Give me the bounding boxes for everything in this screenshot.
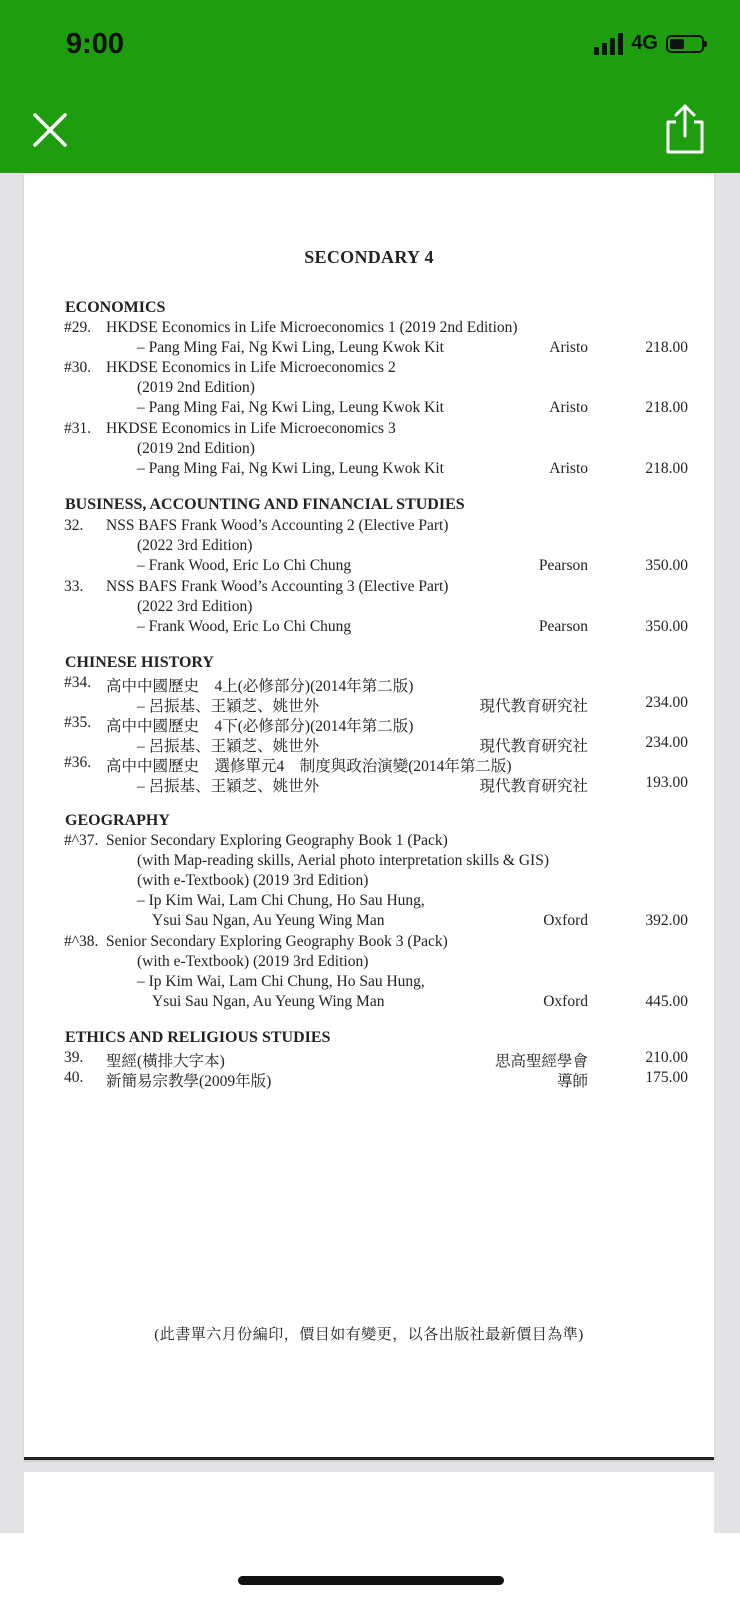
item-publisher: 現代教育研究社 bbox=[479, 778, 588, 795]
share-icon bbox=[662, 102, 708, 156]
item-title: 高中中國歷史 4上(必修部分)(2014年第二版) bbox=[106, 678, 414, 695]
section-heading-economics: ECONOMICS bbox=[65, 299, 166, 316]
item-author: – Ip Kim Wai, Lam Chi Chung, Ho Sau Hung, bbox=[137, 892, 425, 909]
item-publisher: 現代教育研究社 bbox=[479, 698, 588, 715]
item-publisher: Pearson bbox=[538, 618, 588, 635]
item-price: 234.00 bbox=[645, 694, 688, 711]
item-title: 高中中國歷史 4下(必修部分)(2014年第二版) bbox=[106, 718, 414, 735]
document-viewer[interactable] bbox=[0, 173, 740, 1533]
item-price: 350.00 bbox=[645, 557, 688, 574]
close-icon bbox=[28, 108, 72, 152]
item-publisher: Aristo bbox=[549, 339, 588, 356]
item-author-cont: Ysui Sau Ngan, Au Yeung Wing Man bbox=[152, 993, 385, 1010]
item-number: #29. bbox=[64, 319, 92, 336]
item-publisher: 思高聖經學會 bbox=[494, 1053, 588, 1070]
item-author: – Frank Wood, Eric Lo Chi Chung bbox=[137, 618, 352, 635]
item-number: #^38. bbox=[64, 933, 99, 950]
item-number: #34. bbox=[64, 674, 92, 691]
item-author: – Pang Ming Fai, Ng Kwi Ling, Leung Kwok Kit bbox=[137, 399, 444, 416]
item-price: 218.00 bbox=[645, 339, 688, 356]
section-heading-ethics: ETHICS AND RELIGIOUS STUDIES bbox=[65, 1029, 331, 1046]
item-price: 193.00 bbox=[645, 774, 688, 791]
item-number: #36. bbox=[64, 754, 92, 771]
section-heading-bafs: BUSINESS, ACCOUNTING AND FINANCIAL STUDIES bbox=[65, 496, 465, 513]
item-publisher: Oxford bbox=[543, 912, 588, 929]
item-publisher: Oxford bbox=[543, 993, 588, 1010]
item-author: – Frank Wood, Eric Lo Chi Chung bbox=[137, 557, 352, 574]
item-price: 218.00 bbox=[645, 460, 688, 477]
section-heading-chinese-history: CHINESE HISTORY bbox=[65, 654, 214, 671]
item-number: #35. bbox=[64, 714, 92, 731]
item-title: HKDSE Economics in Life Microeconomics 1 (2019 2nd Edition) bbox=[106, 319, 518, 336]
status-indicators bbox=[594, 32, 704, 55]
item-publisher: Pearson bbox=[538, 557, 588, 574]
item-publisher: 導師 bbox=[556, 1073, 588, 1090]
item-number: 39. bbox=[64, 1049, 84, 1066]
item-title-cont: (2022 3rd Edition) bbox=[137, 537, 253, 554]
item-price: 175.00 bbox=[645, 1069, 688, 1086]
bottom-safe-area bbox=[0, 1533, 740, 1600]
item-title: 聖經(橫排大字本) bbox=[106, 1053, 225, 1070]
item-price: 234.00 bbox=[645, 734, 688, 751]
item-publisher: 現代教育研究社 bbox=[479, 738, 588, 755]
item-price: 218.00 bbox=[645, 399, 688, 416]
item-price: 445.00 bbox=[645, 993, 688, 1010]
item-number: #^37. bbox=[64, 832, 99, 849]
item-price: 350.00 bbox=[645, 618, 688, 635]
item-title-cont: (2019 2nd Edition) bbox=[137, 379, 255, 396]
item-title: HKDSE Economics in Life Microeconomics 2 bbox=[106, 359, 396, 376]
item-title-cont: (with Map-reading skills, Aerial photo interpretation skills & GIS) bbox=[137, 852, 549, 869]
item-title: 高中中國歷史 選修單元4 制度與政治演變(2014年第二版) bbox=[106, 758, 512, 775]
item-author: – Ip Kim Wai, Lam Chi Chung, Ho Sau Hung, bbox=[137, 973, 425, 990]
item-publisher: Aristo bbox=[549, 399, 588, 416]
network-type: 4G bbox=[631, 32, 658, 54]
battery-icon bbox=[666, 35, 704, 53]
item-author: – 呂振基、王穎芝、姚世外 bbox=[137, 698, 320, 715]
item-number: 32. bbox=[64, 517, 84, 534]
item-author: – Pang Ming Fai, Ng Kwi Ling, Leung Kwok Kit bbox=[137, 339, 444, 356]
item-number: 33. bbox=[64, 578, 84, 595]
item-number: #30. bbox=[64, 359, 92, 376]
item-title-cont: (with e-Textbook) (2019 3rd Edition) bbox=[137, 953, 369, 970]
item-title-cont: (with e-Textbook) (2019 3rd Edition) bbox=[137, 872, 369, 889]
item-title-cont: (2022 3rd Edition) bbox=[137, 598, 253, 615]
item-title: NSS BAFS Frank Wood’s Accounting 2 (Elective Part) bbox=[106, 517, 449, 534]
item-number: 40. bbox=[64, 1069, 84, 1086]
home-indicator[interactable] bbox=[238, 1576, 504, 1585]
page-footnote: (此書單六月份編印，價目如有變更，以各出版社最新價目為準) bbox=[154, 1327, 584, 1343]
item-author: – 呂振基、王穎芝、姚世外 bbox=[137, 738, 320, 755]
item-price: 392.00 bbox=[645, 912, 688, 929]
item-publisher: Aristo bbox=[549, 460, 588, 477]
item-price: 210.00 bbox=[645, 1049, 688, 1066]
item-title: Senior Secondary Exploring Geography Book 3 (Pack) bbox=[106, 933, 448, 950]
item-title: Senior Secondary Exploring Geography Book 1 (Pack) bbox=[106, 832, 448, 849]
item-title: 新簡易宗教學(2009年版) bbox=[106, 1073, 272, 1090]
item-author: – 呂振基、王穎芝、姚世外 bbox=[137, 778, 320, 795]
item-author-cont: Ysui Sau Ngan, Au Yeung Wing Man bbox=[152, 912, 385, 929]
item-title-cont: (2019 2nd Edition) bbox=[137, 440, 255, 457]
page-title: SECONDARY 4 bbox=[304, 247, 434, 267]
signal-icon bbox=[594, 33, 623, 55]
section-heading-geography: GEOGRAPHY bbox=[65, 812, 170, 829]
app-toolbar bbox=[0, 0, 740, 173]
status-time: 9:00 bbox=[66, 28, 125, 60]
document-page bbox=[24, 173, 714, 1460]
item-title: HKDSE Economics in Life Microeconomics 3 bbox=[106, 420, 396, 437]
item-author: – Pang Ming Fai, Ng Kwi Ling, Leung Kwok Kit bbox=[137, 460, 444, 477]
item-title: NSS BAFS Frank Wood’s Accounting 3 (Elective Part) bbox=[106, 578, 449, 595]
share-button[interactable] bbox=[662, 102, 708, 156]
close-button[interactable] bbox=[28, 108, 72, 152]
item-number: #31. bbox=[64, 420, 92, 437]
